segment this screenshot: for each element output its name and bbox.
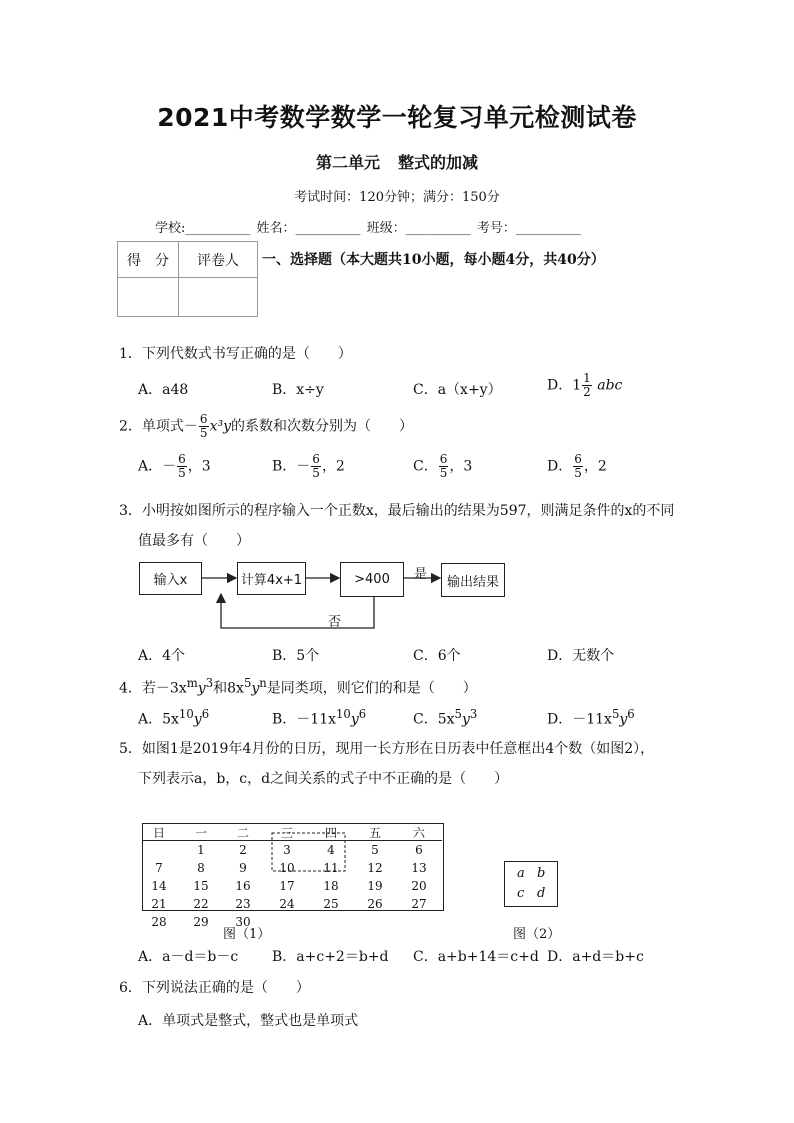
calendar-day-cell: 29 [193, 915, 209, 929]
q4-b-exp2: 6 [358, 707, 367, 721]
calendar-day-cell: 4 [327, 843, 335, 857]
calendar-day-cell: 20 [411, 879, 427, 893]
q1-option-a: A．a48 [138, 382, 189, 398]
q2-d-suffix: ，2 [583, 458, 607, 475]
q4-exp-n: n [259, 676, 267, 690]
question-1: 1．下列代数式书写正确的是（ ） [119, 346, 352, 362]
q2-a-num: 6 [178, 452, 186, 466]
q2-den: 5 [199, 426, 208, 440]
calendar-head-cell: 四 [324, 826, 337, 840]
calendar-day-cell: 11 [323, 861, 339, 875]
calendar-day-cell: 28 [151, 915, 167, 929]
q4-c-text: C．5x [413, 711, 455, 728]
q1-d-var: abc [597, 377, 623, 394]
q4-mid: 和8x [213, 680, 244, 697]
grader-header: 评卷人 [179, 242, 258, 278]
q2-c-den: 5 [439, 466, 448, 480]
calendar-head-cell: 六 [412, 826, 425, 840]
q1-d-num: 1 [583, 371, 591, 385]
calendar-day-cell: 2 [239, 843, 247, 857]
q1-option-c: C．a（x+y） [413, 382, 502, 398]
var-a: a [517, 866, 525, 881]
calendar-day-cell: 24 [279, 897, 295, 911]
question-5-line2: 下列表示a，b，c，d之间关系的式子中不正确的是（ ） [138, 771, 509, 787]
q4-a-exp1: 10 [178, 707, 194, 721]
flow-output-box: 输出结果 [441, 563, 505, 597]
calendar-day-cell: 14 [151, 879, 167, 893]
question-5-line1: 5．如图1是2019年4月份的日历，现用一长方形在日历表中任意框出4个数（如图2）， [119, 741, 655, 757]
field-number: 考号：__________ [476, 221, 581, 236]
q4-a-text: A．5x [138, 711, 179, 728]
q2-prefix: 2．单项式－ [119, 418, 198, 435]
q2-c-num: 6 [439, 452, 448, 466]
calendar-day-cell: 17 [279, 879, 295, 893]
q4-exp-m: m [186, 676, 198, 690]
calendar-day-cell: 5 [371, 843, 379, 857]
calendar-day-cell: 1 [197, 843, 205, 857]
calendar-day-cell: 22 [193, 897, 209, 911]
q2-b-num: 6 [312, 452, 320, 466]
figure-1-caption: 图（1） [223, 927, 271, 942]
q4-d-y: y [619, 711, 628, 728]
q3-option-c: C．6个 [413, 648, 461, 664]
figure-2-box [504, 861, 558, 907]
calendar-day-cell: 3 [283, 843, 291, 857]
q4-y: y [197, 680, 206, 697]
var-c: c [517, 886, 525, 901]
q3-option-a: A．4个 [138, 648, 186, 664]
q5-option-a: A．a－d＝b－c [138, 949, 239, 965]
q4-d-exp1: 5 [611, 707, 620, 721]
q4-b-exp1: 10 [336, 707, 351, 721]
q2-a-den: 5 [178, 466, 186, 480]
exam-info: 考试时间：120分钟；满分：150分 [294, 190, 500, 205]
calendar-day-cell: 23 [235, 897, 251, 911]
question-3-line1: 3．小明按如图所示的程序输入一个正数x，最后输出的结果为597，则满足条件的x的不同 [119, 503, 675, 519]
calendar-day-cell: 19 [367, 879, 383, 893]
q4-b-text: B．－11x [272, 711, 336, 728]
flow-input-box: 输入x [139, 562, 202, 595]
calendar-day-cell: 12 [367, 861, 383, 875]
q2-d-prefix: D． [547, 458, 573, 475]
q3-option-d: D．无数个 [547, 648, 615, 664]
flow-yes-label: 是 [414, 567, 428, 582]
calendar-day-cell: 13 [411, 861, 427, 875]
q4-c-exp1: 5 [454, 707, 462, 721]
calendar-head-cell: 二 [236, 826, 249, 840]
exam-title: 2021中考数学数学一轮复习单元检测试卷 [157, 103, 637, 132]
q2-d-num: 6 [574, 452, 582, 466]
calendar-day-cell: 15 [193, 879, 209, 893]
q2-b-den: 5 [312, 466, 320, 480]
q1-option-b: B．x÷y [272, 382, 324, 398]
q4-d-exp2: 6 [627, 707, 635, 721]
calendar-day-cell: 6 [415, 843, 423, 857]
calendar-day-cell: 27 [411, 897, 427, 911]
q2-b-suffix: ，2 [321, 458, 345, 475]
calendar-day-cell: 26 [367, 897, 383, 911]
q4-exp-3: 3 [205, 676, 214, 690]
q4-exp-5: 5 [243, 676, 252, 690]
calendar-day-cell: 10 [279, 861, 295, 875]
q2-d-den: 5 [574, 466, 582, 480]
q2-var: x³y [209, 418, 231, 435]
q2-a-suffix: ，3 [187, 458, 211, 475]
var-d: d [537, 886, 546, 901]
q2-a-prefix: A．－ [138, 458, 177, 475]
q1-d-int: D．1 [547, 377, 582, 394]
calendar-head-cell: 日 [152, 826, 165, 840]
q2-c-prefix: C． [413, 458, 438, 475]
q5-option-c: C．a+b+14＝c+d [413, 949, 539, 965]
calendar-day-cell: 18 [323, 879, 339, 893]
figure-2-caption: 图（2） [513, 927, 561, 942]
q2-suffix: 的系数和次数分别为（ ） [230, 418, 413, 435]
q4-d-text: D．－11x [547, 711, 612, 728]
calendar-day-cell: 25 [323, 897, 339, 911]
q6-option-a: A．单项式是整式，整式也是单项式 [138, 1013, 359, 1029]
q4-b-y: y [350, 711, 359, 728]
calendar-day-cell: 21 [151, 897, 167, 911]
calendar-day-cell: 30 [235, 915, 251, 929]
field-name: 姓名：__________ [256, 221, 361, 236]
score-header: 得 分 [118, 242, 179, 278]
calendar-day-cell: 8 [197, 861, 205, 875]
calendar-head-cell: 五 [368, 826, 381, 840]
calendar-day-cell: 7 [155, 861, 163, 875]
topic-label: 整式的加减 [398, 153, 479, 172]
q4-c-exp2: 3 [469, 707, 478, 721]
question-6: 6．下列说法正确的是（ ） [119, 980, 310, 996]
q4-y2: y [251, 680, 260, 697]
q4-prefix: 4．若－3x [119, 680, 187, 697]
q2-b-prefix: B．－ [272, 458, 311, 475]
q4-c-y: y [461, 711, 470, 728]
q5-option-d: D．a+d＝b+c [547, 949, 644, 965]
question-3-line2: 值最多有（ ） [138, 533, 250, 549]
calendar-head-cell: 三 [280, 826, 293, 840]
flow-no-label: 否 [328, 615, 342, 630]
calendar-day-cell: 9 [239, 861, 247, 875]
q3-option-b: B．5个 [272, 648, 320, 664]
q1-d-den: 2 [583, 385, 591, 399]
flow-compute-box: 计算4x+1 [237, 562, 306, 595]
field-class: 班级：__________ [366, 221, 471, 236]
field-school: 学校:__________ [155, 221, 251, 236]
q5-option-b: B．a+c+2＝b+d [272, 949, 389, 965]
q2-c-suffix: ，3 [449, 458, 473, 475]
q4-suffix: 是同类项，则它们的和是（ ） [266, 680, 477, 697]
calendar-head-cell: 一 [194, 826, 207, 840]
unit-label: 第二单元 [315, 153, 380, 172]
flow-compare-box: >400 [340, 562, 404, 597]
q2-num: 6 [199, 412, 208, 426]
section-heading: 一、选择题（本大题共10小题，每小题4分，共40分） [262, 252, 605, 268]
var-b: b [537, 866, 546, 881]
calendar-day-cell: 16 [235, 879, 251, 893]
q4-a-exp2: 6 [201, 707, 210, 721]
q4-a-y: y [193, 711, 202, 728]
